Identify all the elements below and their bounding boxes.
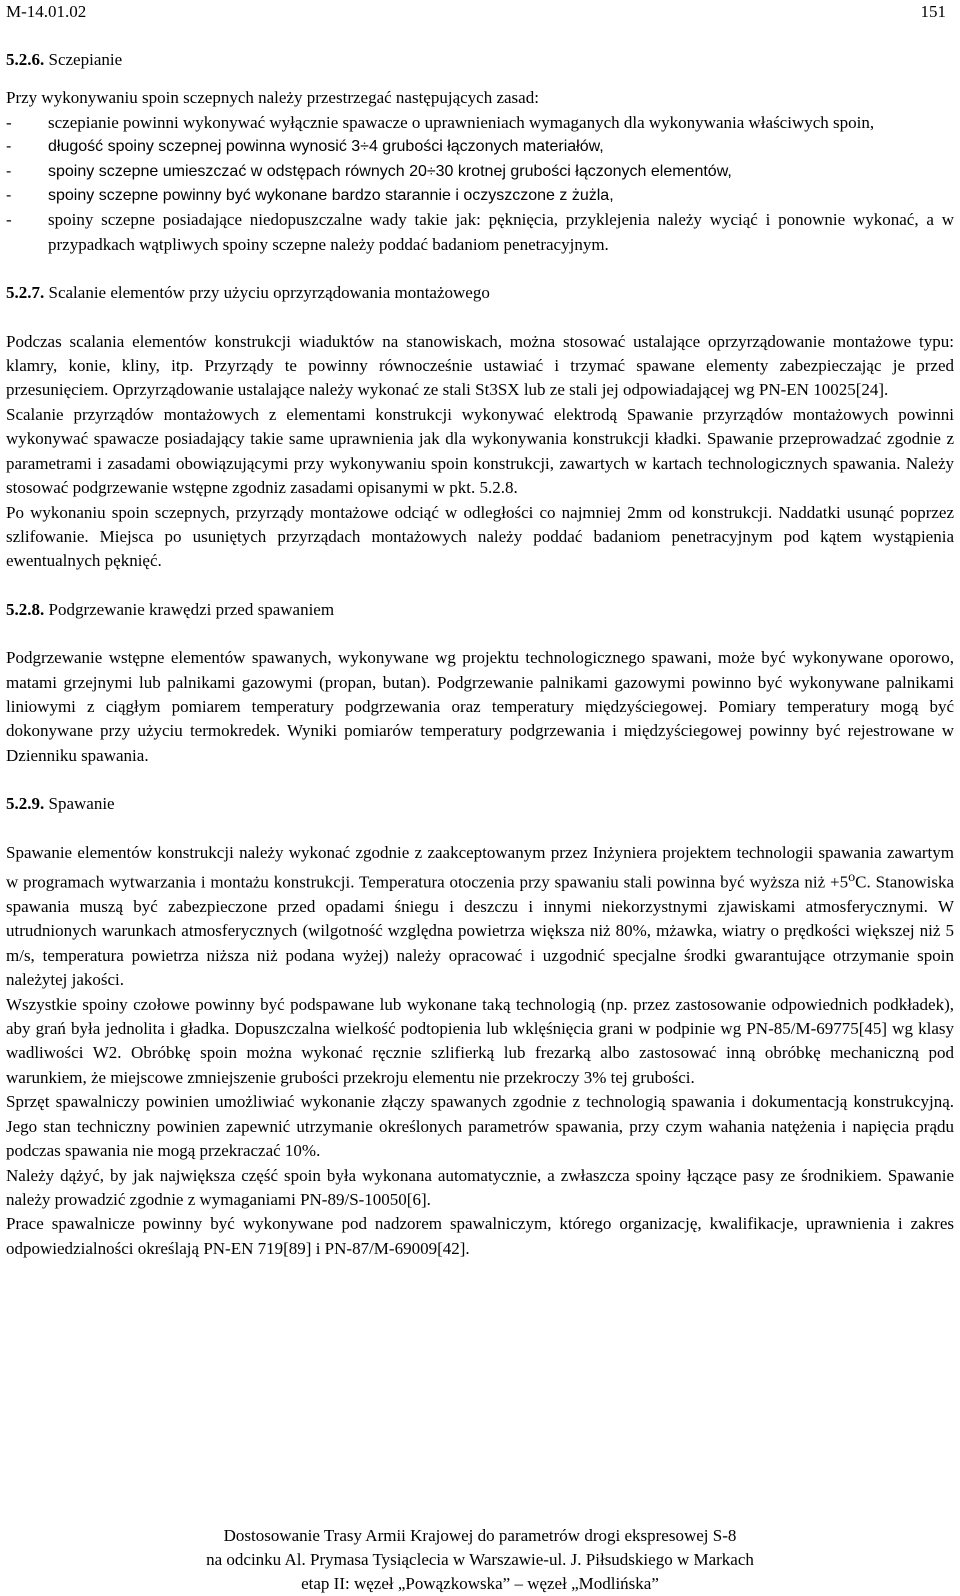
list-item: - spoiny sczepne umieszczać w odstępach równych 20÷30 krotnej grubości łączonych elementów, — [6, 160, 954, 184]
section-heading-528 — [6, 598, 954, 622]
text-span: C. Stanowiska spawania muszą być zabezpieczone przed opadami śniegu i deszczu i innymi niekorzystnymi zjawiskami atmosferycznymi. W utrudnionych warunkach atmosferycznych (wilgotność względna powietrza większa niż 80%, mżawka, wiatry o prędkości większej niż 5 m/s, temperatura powietrza niższa niż podana wyżej) należy opracować i uzgodnić specjalne środki gwarantujące otrzymanie spoin należytej jakości. — [6, 872, 954, 990]
text-span: Spawanie elementów konstrukcji należy wykonać zgodnie z zaakceptowanym przez Inżyniera projektem technologii spawania zawartym w programach wytwarzania i montażu konstrukcji. Temperatura otoczenia przy spawaniu stali powinna być wyższa niż +5 — [6, 842, 954, 892]
list-item: - spoiny sczepne posiadające niedopuszczalne wady takie jak: pęknięcia, przyklejenia należy wyciąć i ponownie wykonać, a w przypadkach wątpliwych spoiny sczepne należy poddać badaniom penetracyjnym. — [6, 208, 954, 257]
section-number: 5.2.6. — [6, 50, 45, 69]
paragraph: Po wykonaniu spoin sczepnych, przyrządy montażowe odciąć w odległości co najmniej 2mm od konstrukcji. Naddatki usunąć poprzez szlifowanie. Miejsca po usuniętych przyrządach montażowych należy poddać badaniom penetracyjnym pod kątem wystąpienia ewentualnych pęknięć. — [6, 502, 954, 571]
paragraph — [6, 841, 954, 993]
section-number: 5.2.8. — [6, 599, 45, 619]
section-title: Scalanie elementów przy użyciu oprzyrządowania montażowego — [48, 283, 490, 303]
section-title: Podgrzewanie krawędzi przed spawaniem — [48, 599, 335, 619]
section-heading-529 — [6, 792, 954, 816]
footer-line: na odcinku Al. Prymasa Tysiąclecia w Warszawie-ul. J. Piłsudskiego w Markach — [206, 1550, 754, 1569]
section-title: Sczepianie — [48, 50, 123, 69]
paragraph: Przy wykonywaniu spoin sczepnych należy przestrzegać następujących zasad: — [6, 88, 539, 108]
document-body — [6, 48, 954, 1261]
degree-sign: o — [848, 868, 856, 885]
section-heading-526 — [6, 48, 954, 72]
section-title: Spawanie — [48, 794, 115, 814]
footer-line: etap II: węzeł „Powązkowska” – węzeł „Modlińska” — [301, 1574, 659, 1593]
paragraph: Podgrzewanie wstępne elementów spawanych, wykonywane wg projektu technologicznego spawani, może być wykonywane oporowo, matami grzejnymi lub palnikami gazowymi (propan, butan). Podgrzewanie palnikami gazowymi powinno być wykonywane palnikami liniowymi z ciągłym pomiarem temperatury podgrzewania oraz temperatury międzyściegowej. Pomiary temperatury mogą być dokonywane przy użyciu termokredek. Wyniki pomiarów temperatury podgrzewania i międzyściegowej powinny być rejestrowane w Dzienniku spawania. — [6, 648, 954, 765]
paragraph: Prace spawalnicze powinny być wykonywane pod nadzorem spawalniczym, którego organizację, kwalifikacje, uprawnienia i zakres odpowiedzialności określają PN-EN 719[89] i PN-87/M-69009[42]. — [6, 1214, 954, 1258]
rules-list — [6, 111, 954, 257]
list-item: - sczepianie powinni wykonywać wyłącznie spawacze o uprawnieniach wymaganych dla wykonywania właściwych spoin, — [6, 111, 954, 135]
list-item: - spoiny sczepne powinny być wykonane bardzo starannie i oczyszczone z żużla, — [6, 184, 954, 208]
paragraph: Sprzęt spawalniczy powinien umożliwiać wykonanie złączy spawanych zgodnie z technologią spawania i dokumentacją konstrukcyjną. Jego stan techniczny powinien zapewnić utrzymanie określonych parametrów spawania, przy czym wahania natężenia i napięcia prądu podczas spawania nie mogą przekraczać 10%. — [6, 1092, 954, 1161]
page-header — [6, 2, 946, 26]
page-number: 151 — [920, 2, 946, 21]
list-item: - długość spoiny sczepnej powinna wynosić 3÷4 grubości łączonych materiałów, — [6, 135, 954, 159]
section-number: 5.2.7. — [6, 283, 45, 303]
section-heading-527 — [6, 281, 954, 305]
paragraph: Należy dążyć, by jak największa część spoin była wykonana automatycznie, a zwłaszcza spoiny łączące pasy ze środnikiem. Spawanie należy prowadzić zgodnie z wymaganiami PN-89/S-10050[6]. — [6, 1165, 954, 1209]
paragraph: Podczas scalania elementów konstrukcji wiaduktów na stanowiskach, można stosować ustalające oprzyrządowanie montażowe typu: klamry, konie, kliny, itp. Przyrządy te powinny równocześnie ustawiać i trzymać spawane elementy zabezpieczając je przed przesunięciem. Oprzyrządowanie ustalające należy wykonać ze stali St3SX lub ze stali jej odpowiadającej wg PN-EN 10025[24]. — [6, 331, 954, 400]
document-code: M-14.01.02 — [6, 2, 87, 21]
paragraph: Wszystkie spoiny czołowe powinny być podspawane lub wykonane taką technologią (np. przez zastosowanie odpowiednich podkładek), aby grań była jednolita i gładka. Dopuszczalna wielkość podtopienia lub wklęśnięcia grani w podpinie wg PN-85/M-69775[45] wg klasy wadliwości W2. Obróbkę spoin można wykonać ręcznie szlifierką lub frezarką albo zastosować inną obróbkę mechaniczną pod warunkiem, że miejscowe zmniejszenie grubości przekroju elementu nie przekroczy 3% tej grubości. — [6, 994, 954, 1087]
paragraph: Scalanie przyrządów montażowych z elementami konstrukcji wykonywać elektrodą Spawanie przyrządów montażowych powinni wykonywać spawacze posiadający takie same uprawnienia jak dla wykonywania konstrukcji kładki. Spawanie przeprowadzać zgodnie z parametrami i zasadami obowiązującymi przy wykonywaniu spoin konstrukcji, zawartych w kartach technologicznych spawania. Należy stosować podgrzewanie wstępne zgodniz zasadami opisanymi w pkt. 5.2.8. — [6, 404, 954, 498]
footer-line: Dostosowanie Trasy Armii Krajowej do parametrów drogi ekspresowej S-8 — [223, 1526, 737, 1545]
section-number: 5.2.9. — [6, 794, 45, 814]
page-footer — [0, 1524, 960, 1596]
